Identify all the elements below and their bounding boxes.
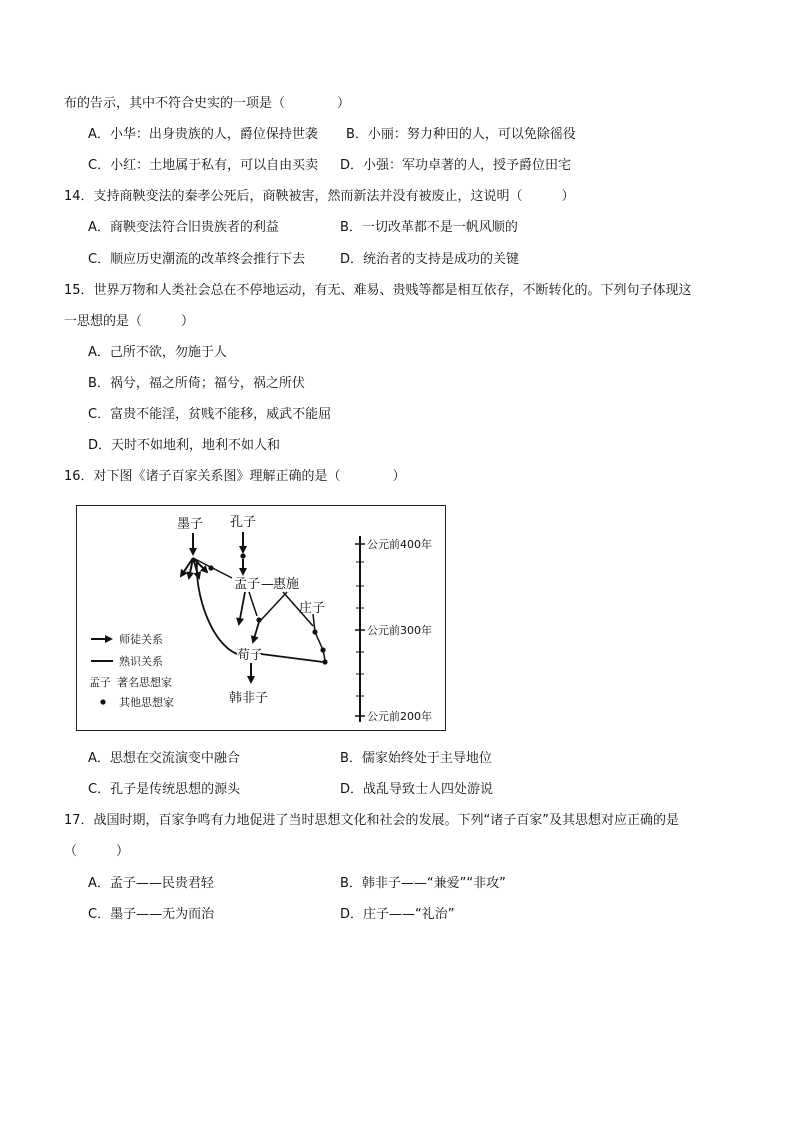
node-huishi: 惠施	[273, 577, 300, 592]
q17-stem-line1: 17．战国时期，百家争鸣有力地促进了当时思想文化和社会的发展。下列“诸子百家”及其思想对应正确的是	[64, 813, 680, 828]
q13-option-c: C．小红：土地属于私有，可以自由买卖	[88, 158, 319, 173]
link-zhuangzi-down	[313, 614, 315, 632]
timeline-label-400bc: 公元前400年	[367, 538, 432, 551]
link-zhuangzi-chain-2	[315, 632, 323, 650]
node-kongzi: 孔子	[230, 515, 257, 530]
arrow-mengzi-down	[239, 592, 245, 624]
q17-option-d: D．庄子——“礼治”	[340, 907, 455, 922]
q13-option-b: B．小丽：努力种田的人，可以免除徭役	[346, 127, 576, 142]
dot-mozi-chain	[208, 565, 213, 570]
node-mengzi: 孟子	[234, 577, 261, 592]
link-xunzi-dot	[261, 654, 323, 662]
dot-zhuangzi-3	[322, 659, 327, 664]
legend-famous-example: 孟子	[89, 676, 111, 689]
arrow-dot-xunzi	[253, 622, 259, 642]
q15-stem-line1: 15．世界万物和人类社会总在不停地运动，有无、难易、贵贱等都是相互依存，不断转化的。下列句子体现这	[64, 283, 692, 298]
q16-option-d: D．战乱导致士人四处游说	[340, 782, 494, 797]
q15-option-b: B．祸兮，福之所倚；福兮，祸之所伏	[88, 376, 305, 391]
q14-option-a: A．商鞅变法符合旧贵族者的利益	[88, 220, 279, 235]
dot-mid	[256, 617, 261, 622]
legend-dot-icon	[100, 699, 105, 704]
q13-option-d: D．小强：军功卓著的人，授予爵位田宅	[340, 158, 572, 173]
q13-stem-tail: 布的告示，其中不符合史实的一项是（ ）	[64, 96, 351, 111]
q15-stem-line2: 一思想的是（ ）	[64, 314, 195, 329]
dot-kongzi-disciple	[240, 553, 245, 558]
q13-option-a: A．小华：出身贵族的人，爵位保持世袭	[88, 127, 318, 142]
legend-others: 其他思想家	[119, 696, 174, 709]
q13-option-row-1	[88, 126, 318, 144]
q15-option-a: A．己所不欲，勿施于人	[88, 345, 227, 360]
legend-teacher-student: 师徒关系	[119, 633, 163, 646]
link-mengzi-dot	[249, 592, 257, 616]
legend-famous: 著名思想家	[117, 676, 172, 689]
q16-option-b: B．儒家始终处于主导地位	[340, 751, 492, 766]
q15-option-c: C．富贵不能淫，贫贱不能移，威武不能屈	[88, 407, 332, 422]
q16-stem: 16．对下图《诸子百家关系图》理解正确的是（ ）	[64, 469, 406, 484]
node-hanfeizi: 韩非子	[229, 691, 269, 706]
q15-option-d: D．天时不如地利，地利不如人和	[88, 438, 281, 453]
q14-option-d: D．统治者的支持是成功的关键	[340, 252, 520, 267]
legend-acquaintance: 熟识关系	[119, 655, 163, 668]
q14-option-c: C．顺应历史潮流的改革终会推行下去	[88, 252, 306, 267]
link-mozi-xunzi	[197, 562, 237, 654]
q16-option-c: C．孔子是传统思想的源头	[88, 782, 241, 797]
q17-option-a: A．孟子——民贵君轻	[88, 876, 214, 891]
q17-option-c: C．墨子——无为而治	[88, 907, 215, 922]
node-mozi: 墨子	[177, 517, 204, 532]
link-huishi-dot	[261, 592, 287, 620]
node-dash: —	[261, 577, 274, 592]
q14-stem: 14．支持商鞅变法的秦孝公死后，商鞅被害，然而新法并没有被废止，这说明（ ）	[64, 189, 575, 204]
node-xunzi: 荀子	[237, 648, 264, 663]
q14-option-b: B．一切改革都不是一帆风顺的	[340, 220, 518, 235]
q17-option-b: B．韩非子——“兼爱”“非攻”	[340, 876, 506, 891]
philosophers-relationship-diagram	[76, 505, 446, 731]
node-zhuangzi: 庄子	[299, 601, 326, 616]
diagram-svg	[77, 506, 445, 730]
timeline-label-200bc: 公元前200年	[367, 710, 432, 723]
timeline-label-300bc: 公元前300年	[367, 624, 432, 637]
q17-stem-line2: （ ）	[64, 844, 130, 859]
q16-option-a: A．思想在交流演变中融合	[88, 751, 240, 766]
